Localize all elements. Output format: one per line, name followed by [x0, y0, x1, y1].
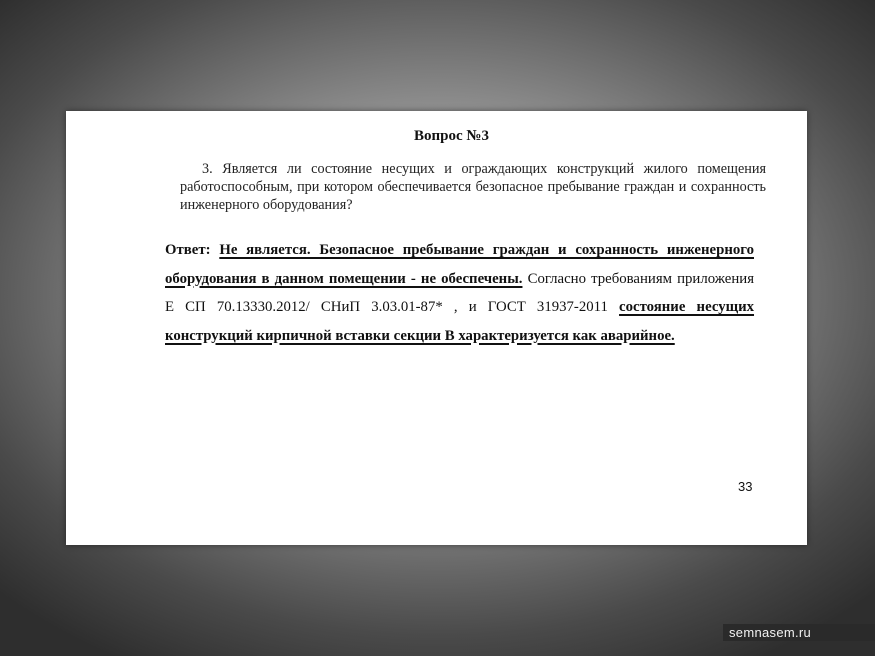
page-title: Вопрос №3: [414, 128, 489, 144]
answer-conclusion: Не является. Безопасное пребывание граждан и сохранность инженерного оборудования в данном помещении - не обеспечены.: [165, 242, 754, 287]
answer-assessment: состояние несущих конструкций кирпичной вставки секции В характеризуется как аварийное.: [165, 299, 755, 344]
answer-label: Ответ:: [165, 242, 211, 258]
document-page: [66, 111, 807, 545]
answer-paragraph: [165, 236, 754, 350]
answer-reference: Согласно требованиям приложения Е СП 70.13330.2012/ СНиП 3.03.01-87* , и ГОСТ 31937-2011: [165, 270, 754, 315]
page-number: 33: [738, 479, 753, 494]
watermark-text: semnasem.ru: [729, 625, 812, 640]
question-text: 3. Является ли состояние несущих и ограждающих конструкций жилого помещения работоспособным, при котором обеспечивается безопасное пребывание граждан и сохранность инженерного оборудования?: [180, 161, 766, 213]
watermark: [723, 624, 875, 641]
